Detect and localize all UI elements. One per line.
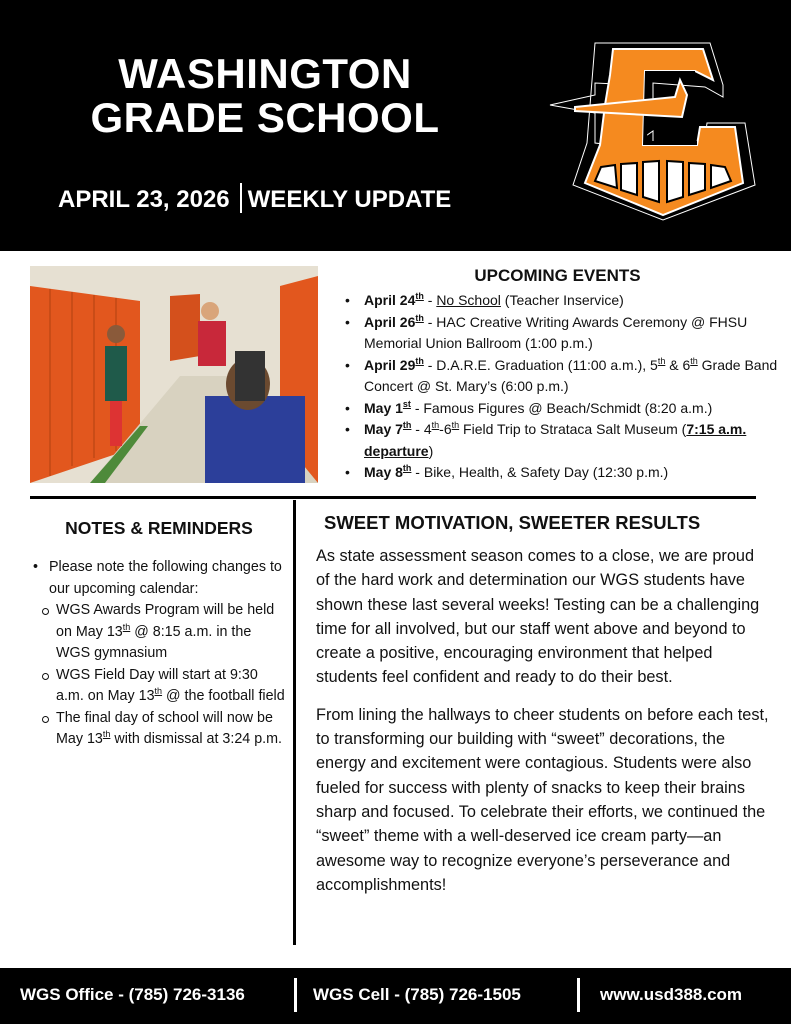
text-run: - 4 — [411, 421, 432, 437]
text-run: th — [451, 420, 460, 430]
text-run: - D.A.R.E. Graduation (11:00 a.m.), 5 — [423, 356, 658, 373]
upcoming-events-section — [340, 266, 785, 484]
text-run: May 8 — [364, 464, 403, 480]
text-run: April 29 — [364, 356, 416, 373]
text-run: th — [690, 355, 698, 366]
hallway-photo — [30, 266, 318, 483]
notes-sublist — [49, 600, 288, 751]
text-run: - Bike, Health, & Safety Day (12:30 p.m.) — [411, 464, 669, 480]
events-list — [340, 290, 785, 484]
cell-phone: WGS Cell - (785) 726-1505 — [313, 985, 521, 1004]
text-run: Field Trip to Strataca Salt Museum ( — [459, 421, 687, 437]
text-run: th — [415, 291, 424, 301]
school-logo-icon — [545, 35, 785, 235]
article-section — [316, 512, 771, 910]
school-title — [40, 52, 490, 140]
text-run: April 24 — [364, 292, 416, 308]
divider — [294, 978, 297, 1012]
note-subitem — [30, 600, 288, 665]
text-run: @ the football field — [162, 688, 285, 704]
text-run: 7:15 a.m. departure — [364, 421, 747, 459]
text-run: th — [415, 312, 424, 323]
vertical-divider — [293, 500, 296, 945]
article-paragraph: As state assessment season comes to a close, we are proud of the hard work and determination our WGS students have shown these last several weeks! Testing can be a challenging time for all involved, but our staff went above and beyond to create a positive, encouraging environment that helped students feel confident and ready to do their best. — [316, 547, 760, 687]
text-run: st — [402, 398, 411, 409]
upcoming-events-heading: UPCOMING EVENTS — [474, 266, 641, 285]
date-line — [58, 183, 451, 214]
text-run: th — [657, 355, 666, 366]
text-run: -6 — [439, 421, 452, 437]
notes-section — [30, 518, 288, 751]
text-run: (Teacher Inservice) — [500, 292, 624, 308]
event-item — [340, 290, 785, 312]
notes-intro: Please note the following changes to our upcoming calendar: — [49, 559, 282, 597]
event-item — [340, 398, 785, 420]
text-run: No School — [436, 292, 501, 308]
event-item — [340, 355, 785, 398]
text-run: - — [423, 292, 437, 308]
horizontal-divider — [30, 496, 756, 499]
text-run: th — [102, 729, 111, 739]
text-run: WGS Awards Program will be held on May 13 — [56, 602, 275, 640]
article-heading: SWEET MOTIVATION, SWEETER RESULTS — [324, 512, 701, 533]
title-line-1: WASHINGTON — [118, 50, 412, 97]
text-run: th — [415, 355, 424, 366]
website-link[interactable]: www.usd388.com — [600, 985, 743, 1004]
note-subitem — [30, 708, 288, 751]
title-line-2: GRADE SCHOOL — [90, 94, 440, 141]
notes-heading: NOTES & REMINDERS — [65, 518, 253, 538]
text-run: @ 8:15 a.m. in the WGS gymnasium — [56, 623, 252, 661]
text-run: Grade Band Concert @ St. Mary’s (6:00 p.m.) — [364, 356, 778, 394]
text-run: The final day of school will now be May 13 — [56, 709, 273, 747]
weekly-update-label: WEEKLY UPDATE — [247, 186, 452, 213]
text-run: ) — [428, 442, 434, 459]
text-run: - Famous Figures @ Beach/Schmidt (8:20 a.m.) — [410, 399, 713, 416]
text-run: th — [402, 463, 412, 473]
office-phone: WGS Office - (785) 726-3136 — [20, 985, 245, 1004]
header-banner — [0, 0, 791, 251]
text-run: & 6 — [665, 356, 691, 373]
event-item — [340, 312, 785, 355]
text-run: th — [402, 420, 412, 430]
text-run: with dismissal at 3:24 p.m. — [110, 731, 283, 747]
divider — [240, 183, 242, 213]
notes-item — [30, 557, 288, 751]
text-run: th — [122, 621, 131, 632]
event-item — [340, 419, 785, 462]
article-paragraph: From lining the hallways to cheer students on before each test, to transforming our building with “sweet” decorations, the energy and excitement were contagious. Students were also fueled for success with plenty of snacks to keep their brains sharp and focused. To celebrate their efforts, we continued the “sweet” theme with a well-deserved ice cream party—an awesome way to recognize everyone’s perseverance and accomplishments! — [316, 705, 769, 894]
text-run: WGS Field Day will start at 9:30 a.m. on May 13 — [56, 666, 258, 704]
newsletter-date: APRIL 23, 2026 — [58, 186, 230, 213]
text-run: April 26 — [364, 313, 416, 330]
text-run: May 7 — [364, 421, 403, 437]
text-run: May 1 — [364, 399, 403, 416]
text-run: th — [431, 420, 440, 430]
footer-bar — [0, 968, 791, 1024]
note-subitem — [30, 665, 288, 708]
text-run: - HAC Creative Writing Awards Ceremony @ FHSU Memorial Union Ballroom (1:00 p.m.) — [364, 313, 748, 351]
divider — [577, 978, 580, 1012]
event-item — [340, 462, 785, 484]
text-run: th — [154, 686, 163, 696]
